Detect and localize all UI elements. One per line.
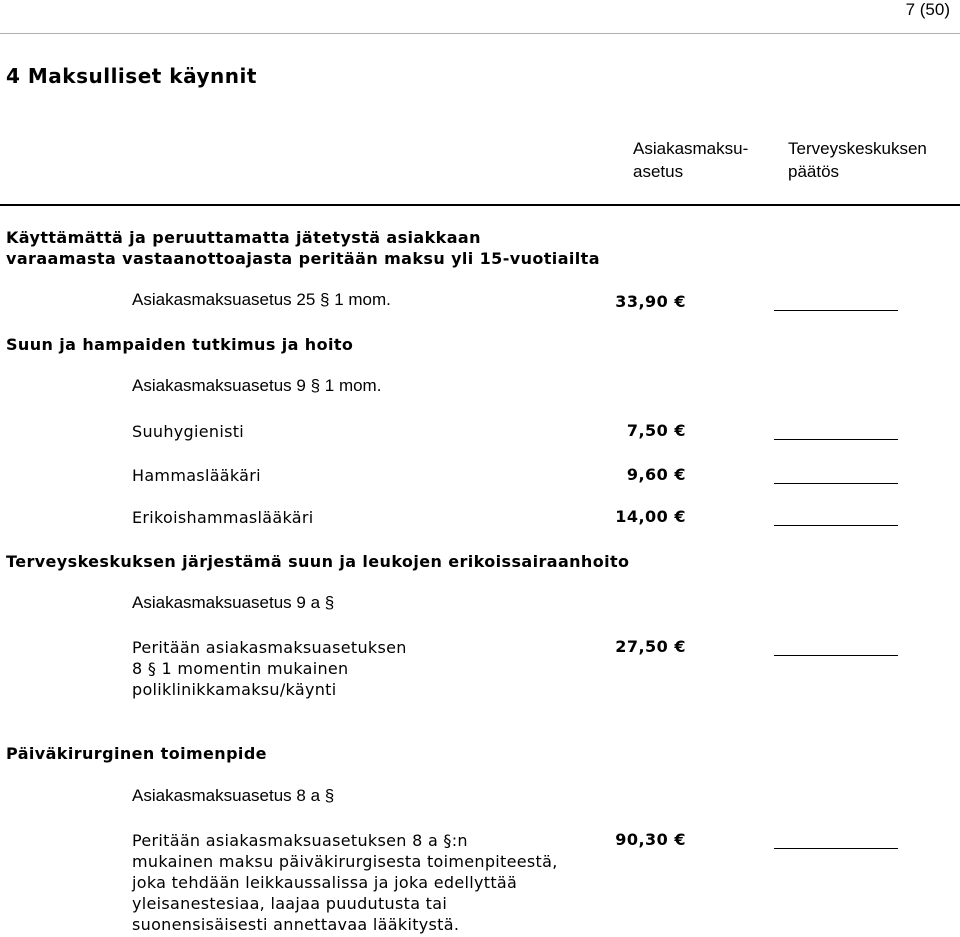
day-surgery-description [132,830,558,935]
column-header-asetus [633,137,748,183]
day-surgery-desc-line2: mukainen maksu päiväkirurgisesta toimenpiteestä, [132,852,558,871]
specialist-desc-line1: Peritään asiakasmaksuasetuksen [132,638,407,657]
dental-item-label-hygienist: Suuhygienisti [132,422,245,441]
dental-item-price-dentist: 9,60 € [626,465,686,484]
dental-item-price-specialist: 14,00 € [615,507,686,526]
missed-title-line1: Käyttämättä ja peruuttamatta jätetystä asiakkaan [6,228,481,247]
dental-specialist-decision-line [774,525,898,526]
column-header-asetus-line1: Asiakasmaksu- [633,139,749,158]
missed-price: 33,90 € [615,292,686,311]
column-header-rule [0,204,960,206]
column-header-asetus-line2: asetus [633,162,684,181]
specialist-desc-line2: 8 § 1 momentin mukainen [132,659,349,678]
day-surgery-desc-line5: suonensisäisesti annettavaa lääkitystä. [132,915,460,934]
day-surgery-desc-line3: joka tehdään leikkaussalissa ja joka edellyttää [132,873,518,892]
column-header-paatos-line1: Terveyskeskuksen [788,139,927,158]
missed-appointment-title [6,227,600,269]
day-surgery-price: 90,30 € [615,830,686,849]
page-number: 7 (50) [905,0,950,19]
dental-item-price-hygienist: 7,50 € [626,421,686,440]
dental-title: Suun ja hampaiden tutkimus ja hoito [6,335,354,354]
missed-title-line2: varaamasta vastaanottoajasta peritään maksu yli 15-vuotiailta [6,249,600,268]
column-header-paatos-line2: päätös [788,162,840,181]
day-surgery-desc-line1: Peritään asiakasmaksuasetuksen 8 a §:n [132,831,468,850]
section-heading: 4 Maksulliset käynnit [6,64,257,88]
dental-hygienist-decision-line [774,439,898,440]
specialist-price: 27,50 € [615,637,686,656]
specialist-desc-line3: poliklinikkamaksu/käynti [132,680,337,699]
specialist-description [132,637,407,700]
day-surgery-title: Päiväkirurginen toimenpide [6,744,267,763]
day-surgery-basis: Asiakasmaksuasetus 8 a § [132,786,335,805]
dental-dentist-decision-line [774,483,898,484]
missed-decision-line [774,310,898,311]
dental-item-label-specialist: Erikoishammaslääkäri [132,508,314,527]
column-header-paatos [788,137,927,183]
day-surgery-desc-line4: yleisanestesiaa, laajaa puudutusta tai [132,894,448,913]
header-rule [0,33,960,34]
missed-basis: Asiakasmaksuasetus 25 § 1 mom. [132,290,391,309]
specialist-basis: Asiakasmaksuasetus 9 a § [132,593,335,612]
dental-item-label-dentist: Hammaslääkäri [132,466,261,485]
specialist-decision-line [774,655,898,656]
day-surgery-decision-line [774,848,898,849]
specialist-care-title: Terveyskeskuksen järjestämä suun ja leukojen erikoissairaanhoito [6,552,630,571]
dental-basis: Asiakasmaksuasetus 9 § 1 mom. [132,376,382,395]
